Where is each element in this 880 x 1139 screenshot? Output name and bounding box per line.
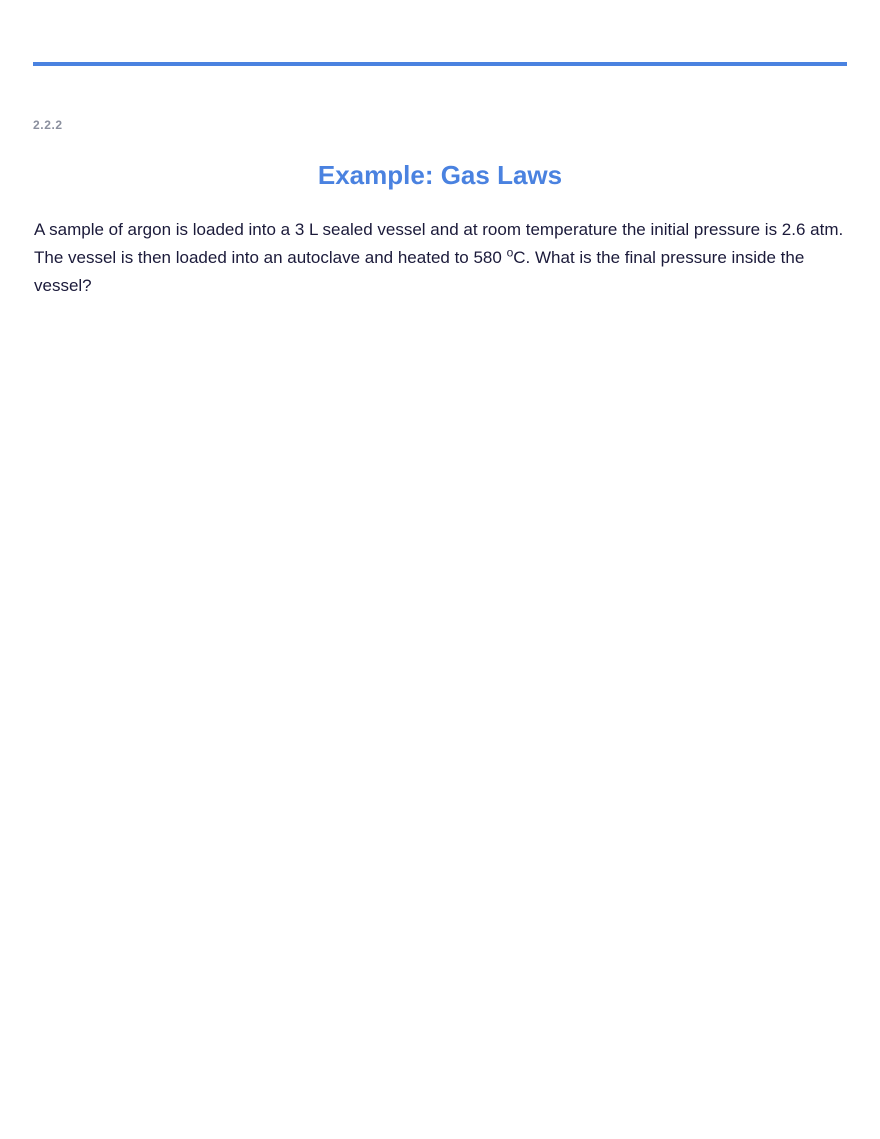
problem-text-part2: C. What is the final pressure inside the vessel? [34,248,805,295]
problem-text-part1: A sample of argon is loaded into a 3 L sealed vessel and at room temperature the initial pressure is 2.6 atm. The vessel is then loaded into an autoclave and heated to 580 [34,220,844,267]
page-title: Example: Gas Laws [317,160,563,190]
degree-superscript: o [506,245,514,260]
section-number: 2.2.2 [33,118,63,132]
problem-text [34,216,846,300]
top-rule-divider [33,62,847,66]
